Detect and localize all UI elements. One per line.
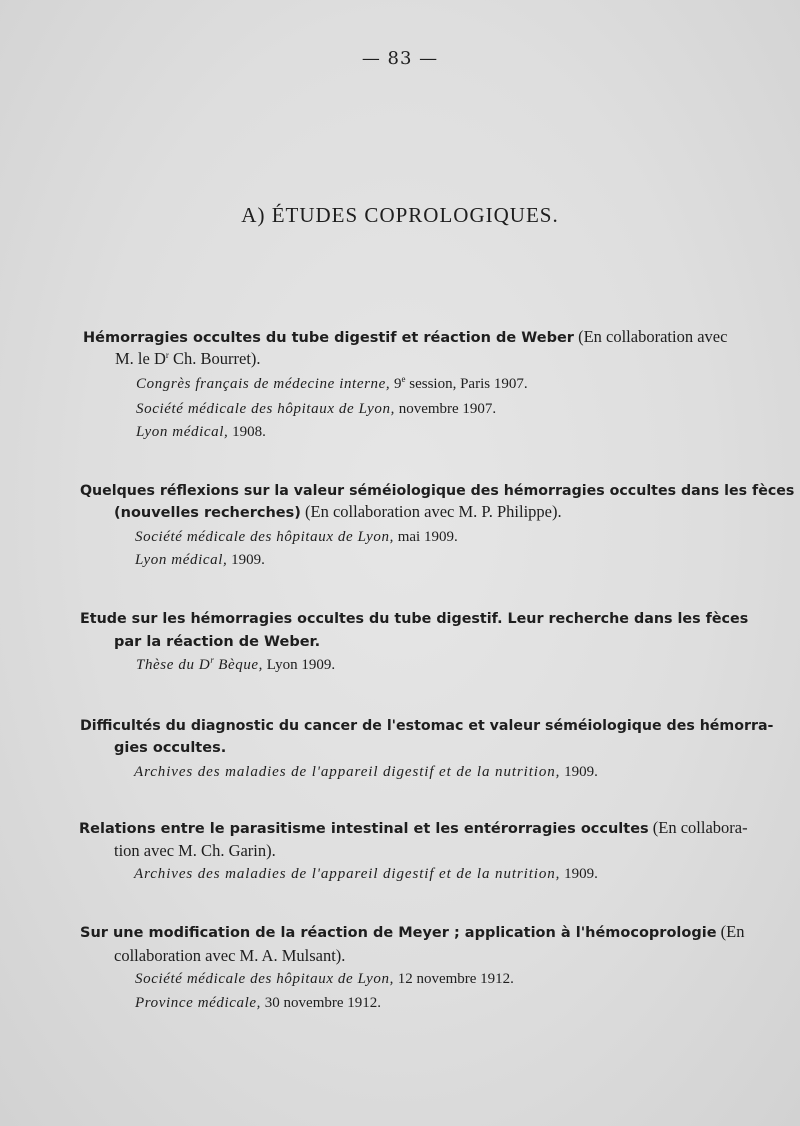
entry-title-line: tion avec M. Ch. Garin). (114, 841, 276, 860)
reference-line: Société médicale des hôpitaux de Lyon, 12 novembre 1912. (135, 971, 514, 987)
entry-title-line: gies occultes. (114, 740, 227, 756)
entry-title-line: Sur une modification de la réaction de Meyer ; application à l'hémocoprologie (En (80, 922, 745, 941)
entry-title-line: (nouvelles recherches) (En collaboration avec M. P. Philippe). (114, 502, 562, 521)
reference-line: Archives des maladies de l'appareil digestif et de la nutrition, 1909. (134, 764, 598, 780)
entry-title-line: Hémorragies occultes du tube digestif et réaction de Weber (En collaboration avec (83, 327, 728, 346)
reference-line: Lyon médical, 1908. (136, 424, 266, 440)
entry-title-line: Difficultés du diagnostic du cancer de l'estomac et valeur séméiologique des hémorra- (80, 718, 774, 734)
reference-line: Société médicale des hôpitaux de Lyon, mai 1909. (135, 529, 458, 545)
reference-line: Société médicale des hôpitaux de Lyon, novembre 1907. (136, 401, 497, 417)
reference-line: Archives des maladies de l'appareil digestif et de la nutrition, 1909. (134, 866, 598, 882)
section-title: A) ÉTUDES COPROLOGIQUES. (241, 203, 559, 227)
entry-title-line: par la réaction de Weber. (114, 634, 321, 650)
entry-title-line: Quelques réflexions sur la valeur séméiologique des hémorragies occultes dans les fèces (80, 483, 795, 499)
reference-line: Lyon médical, 1909. (135, 552, 265, 568)
reference-line: Province médicale, 30 novembre 1912. (135, 995, 382, 1011)
entry-title-line: collaboration avec M. A. Mulsant). (114, 946, 346, 965)
entry-title-line: M. le $D^r$ Ch. Bourret). (115, 349, 261, 368)
entry-title-line: Relations entre le parasitisme intestinal et les entérorragies occultes (En collabora- (79, 818, 748, 837)
reference-line: Thèse du $D^r$ Bèque, Lyon 1909. (136, 655, 336, 673)
page-number: — 83 — (361, 48, 439, 69)
entry-title-line: Etude sur les hémorragies occultes du tube digestif. Leur recherche dans les fèces (80, 611, 749, 627)
reference-line: Congrès français de médecine interne, 9e session, Paris 1907. (136, 374, 528, 392)
